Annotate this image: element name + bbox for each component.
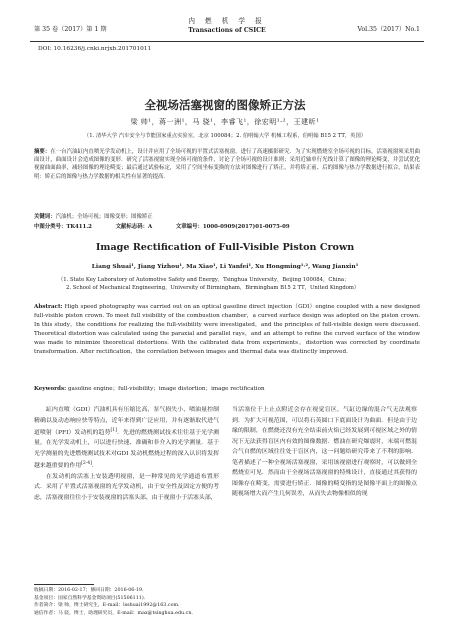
footnote-author: 作者简介：梁 帅，博士研究生，E-mail：lsshuai1992@163.com． <box>34 603 183 609</box>
abstract-cn-label: 摘要： <box>34 149 51 155</box>
clc-number: 中图分类号：TK411.2 <box>34 224 92 230</box>
abstract-en-label: Abstract: <box>34 304 63 310</box>
body-paragraph: 当活塞位于上止点附近会存在视觉盲区，气缸边缘的混合气无法观察到．为扩大可视范围，可以将石英圆口下底面设计为曲面．但是由于边缘的限制，在燃烧还没有充全结束前火焰已经发展到可视区域之外的情况下无法获得盲区内有效的图像数据．燃油在研究爆震时，末端可燃混合气自燃的区域往往处于盲区内，这一问题给研究带来了不利的影响．笔者描述了一种全视场活塞视窗，采用该视窗进行观察时，可以做到全燃烧室可见．然而由于全视场活塞视窗的特殊设计，直接通过其获得的图像存在畸变，需要进行矫正．图像的畸变指的是图像平面上的图像点随视场增大而产生几何误差，从而失去物像相似的现 <box>232 407 417 497</box>
abstract-en-text: High speed photography was carried out on an optical gasoline direct injection（GDI）engine coupled with a new designed full-visible piston crown. To meet full visibility of the combustion chamber，a curved surface design was adopted on the piston crown. In this study，the conditions for realizing the full-visibility were investigated，and the principles of full-visible design were discussed. Theoretical distortion was calculated using the paraxial and parallel rays，and an attempt to refine the curved surface of the window was made to minimize theoretical distortions. With the calibrated data from experiments，distortion was corrected by coordinate transformation. After rectification，the correlation between images and thermal data was distinctly improved. <box>34 304 420 355</box>
abstract-en <box>34 303 420 357</box>
citation: [1] <box>110 428 117 433</box>
keywords-en-text: gasoline engine；full-visibility；image distortion；image rectification <box>66 386 265 392</box>
affiliation-en-2: 2. School of Mechanical Engineering，University of Birmingham，Birmingham B15 2 TT，United Kingdom） <box>66 285 360 291</box>
header-journal-en: Transactions of CSICE <box>188 27 266 34</box>
keywords-cn <box>34 212 420 220</box>
title-en: Image Rectification of Full-Visible Piston Crown <box>95 242 355 253</box>
header-journal-cn: 内 燃 机 学 报 <box>188 17 266 25</box>
keywords-en-label: Keywords: <box>34 386 67 392</box>
authors-en: Liang Shuai¹, Jiang Yizhou¹, Ma Xiao¹, Li Yanfei¹, Xu Hongming¹·², Wang Jianxin¹ <box>91 263 359 270</box>
body-text: ．先进的燃烧测试技术往往基于光学测量，在光学发动机上，可以进行快速、准确和非介入的光学测量．基于光学测量的先进燃烧测试技术对GDI 发动机燃烧过程的深入认识将发挥越来越重要的作用 <box>34 429 219 470</box>
header-rule <box>30 41 424 42</box>
classification-line <box>34 222 424 230</box>
citation: [2-4] <box>81 461 92 467</box>
footnote-rule <box>34 584 94 585</box>
body-paragraph: 在发动机的活塞上安装透明视窗，是一种常见的光学通道布置形式．采用了平置式活塞视窗的光学发动机，由于安全性及固定方便的考虑，活塞视窗往往小于安装视窗的活塞头部，由于视窗小于活塞头部， <box>34 473 219 501</box>
doi: DOI: 10.16236/j.cnki.nrjxb.201701011 <box>38 46 152 52</box>
body-column-left <box>34 405 219 503</box>
footnote-received: 收稿日期：2016-02-17；修回日期：2016-06-19． <box>34 588 147 593</box>
body-column-right <box>232 405 417 500</box>
abstract-cn-text: 在一台汽油缸内直喷光学发动机上，设计并应用了全场可视的平置式活塞视窗，进行了高速摄影研究．为了实现燃烧室全场可视的目标，活塞视窗须采用曲面设计，曲面设计会造成图像的变形．研究了活塞视窗实现全场可视的条件，讨论了全场可视的设计准则；采用近轴单行光线计算了图像的理论畸变，并尝试优化视窗曲面曲率，减轻图像的理论畸变；最后通过试验标定，采用了空间坐标变换的方法对图像进行了矫正，并将矫正前、后的图像与热力学数据进行拟合，结果表明：矫正后的图像与热力学数据的相关性有显著的提高． <box>34 149 420 180</box>
affiliation-en <box>58 276 420 292</box>
body-paragraph: 缸内直喷（GDI）汽油机具有压缩比高、泵气损失小、喷油量控制精确以及动态响应快等特点，近年来得到广泛应用，并有逐渐取代进气道喷射（PFI）发动机的趋势[1]．先进的燃烧测试技术往往基于光学测量，在光学发动机上，可以进行快速、准确和非介入的光学测量．基于光学测量的先进燃烧测试技术对GDI 发动机燃烧过程的深入认识将发挥越来越重要的作用[2-4]． <box>34 407 219 470</box>
header-volume-cn: 第 35 卷（2017）第 1 期 <box>34 26 107 33</box>
title-cn: 全视场活塞视窗的图像矫正方法 <box>144 98 306 112</box>
keywords-cn-text: 汽油机；全场可视；图像变形；图像矫正 <box>55 214 153 220</box>
footnote-corresponding: 通信作者：马 骁，博士，助理研究员，E-mail：max@tsinghua.edu.cn． <box>34 610 197 616</box>
article-number: 文章编号：1000-0909(2017)01-0075-09 <box>175 224 290 230</box>
abstract-cn <box>34 148 420 181</box>
affiliation-en-1: （1. State Key Laboratory of Automotive Safety and Energy，Tsinghua University，Beijing 100084，China； <box>58 277 350 283</box>
header-volume-en: Vol.35（2017）No.1 <box>357 26 420 33</box>
affiliation-cn: （1. 清华大学 汽车安全与节能国家重点实验室，北京 100084；2. 伯明翰大学 机械工程系，伯明翰 B15 2 TT，英国） <box>83 133 367 139</box>
keywords-en <box>34 384 420 392</box>
authors-cn: 梁 帅¹，蒋一洲¹，马 骁¹，李睿飞¹，徐宏明¹·²，王建昕¹ <box>130 118 320 126</box>
document-code: 文献标志码：A <box>115 224 153 230</box>
body-text: 缸内直喷（GDI）汽油机具有压缩比高、泵气损失小、喷油量控制精确以及动态响应快等特点，近年来得到广泛应用，并有逐渐取代进气道喷射（PFI）发动机的趋势 <box>34 407 219 436</box>
running-header <box>30 11 424 41</box>
footnote <box>34 587 420 617</box>
keywords-cn-label: 关键词： <box>34 214 56 220</box>
footnote-funding: 基金项目：国家自然科学基金资助项目(51506111)． <box>34 595 149 601</box>
